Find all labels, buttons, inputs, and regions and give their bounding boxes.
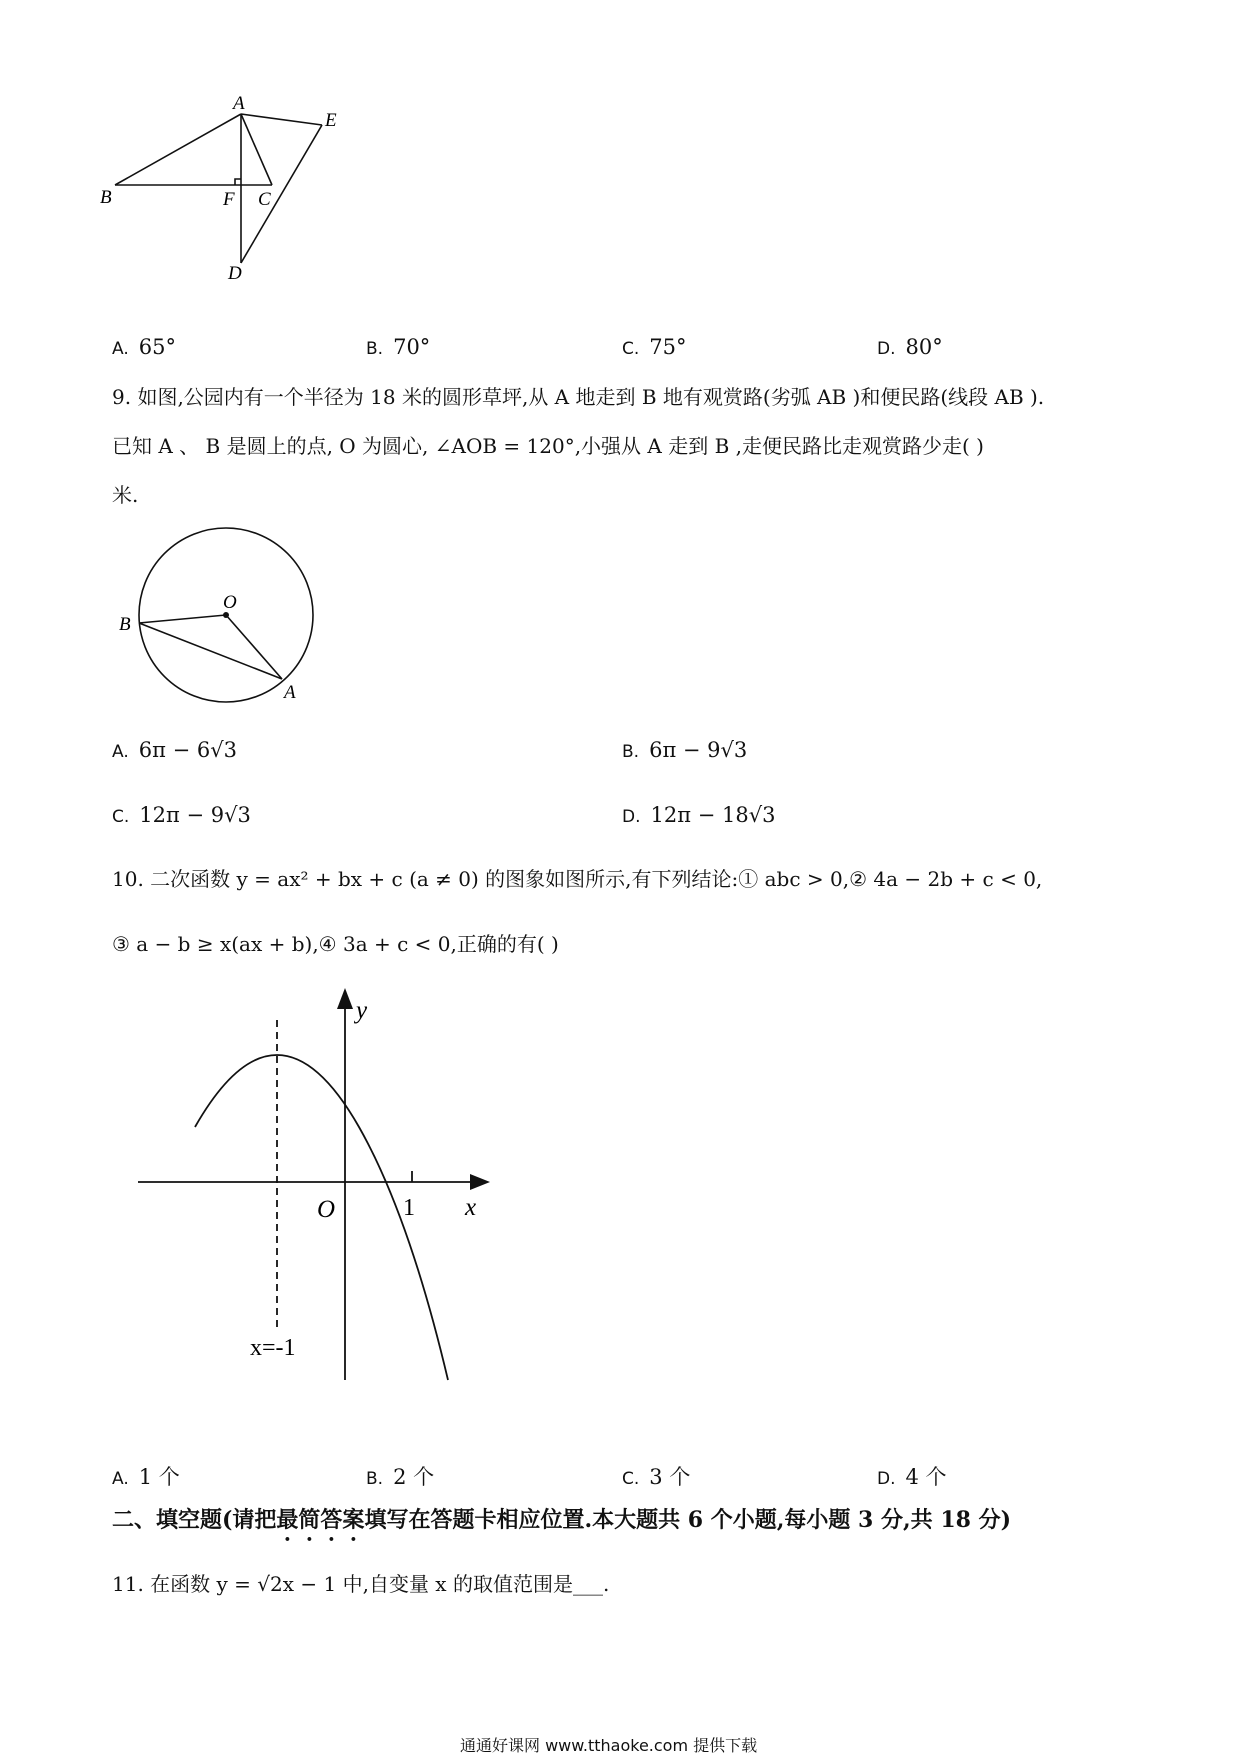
q8-option-b: B. 70° [366, 335, 431, 359]
section-2-heading: 二、填空题(请把最简答案填写在答题卡相应位置.本大题共 6 个小题,每小题 3 分,共 18 分) [112, 1507, 1012, 1533]
q8-label-e: E [325, 110, 337, 131]
q9-label-a: A [284, 682, 296, 703]
q8-option-d: D. 80° [877, 335, 943, 359]
q10-label-o: O [317, 1196, 336, 1223]
q10-option-a: A. 1 个 [112, 1465, 180, 1489]
q10-option-c: C. 3 个 [622, 1465, 691, 1489]
q10-question-line-2: ③ a − b ≥ x(ax + b),④ 3a + c < 0,正确的有( ) [112, 932, 559, 956]
q10-option-b: B. 2 个 [366, 1465, 435, 1489]
section-2-emphasis: 最简答案 [276, 1507, 365, 1533]
q9-option-d: D. 12π − 18√3 [622, 803, 776, 827]
q8-label-d: D [228, 263, 242, 284]
q8-label-c: C [258, 189, 271, 210]
q9-question-line-2: 已知 A 、 B 是圆上的点, O 为圆心, ∠AOB = 120°,小强从 A 走到 B ,走便民路比走观赏路少走( ) [112, 434, 984, 458]
q9-option-c: C. 12π − 9√3 [112, 803, 251, 827]
q9-circle-figure [110, 525, 325, 710]
q10-label-one: 1 [403, 1195, 415, 1221]
q8-label-f: F [223, 189, 235, 210]
q8-option-c: C. 75° [622, 335, 687, 359]
q10-question-line-1: 10. 二次函数 y = ax² + bx + c (a ≠ 0) 的图象如图所示,有下列结论:① abc > 0,② 4a − 2b + c < 0, [112, 867, 1043, 891]
q10-x-axis-arrow [470, 1174, 490, 1190]
q9-label-o: O [223, 592, 237, 613]
q8-label-a: A [233, 95, 245, 114]
q10-y-axis-arrow [337, 988, 353, 1009]
q9-label-b: B [119, 614, 131, 635]
q9-option-b: B. 6π − 9√3 [622, 738, 748, 762]
q8-triangle-figure [100, 95, 400, 320]
q8-label-b: B [100, 187, 112, 208]
q10-label-y: y [356, 997, 368, 1024]
q9-question-line-1: 9. 如图,公园内有一个半径为 18 米的圆形草坪,从 A 地走到 B 地有观赏路(劣弧 AB )和便民路(线段 AB ). [112, 385, 1045, 409]
q10-label-symmetry: x=-1 [250, 1335, 296, 1361]
q10-option-d: D. 4 个 [877, 1465, 947, 1489]
q9-option-a: A. 6π − 6√3 [112, 738, 237, 762]
q10-label-x: x [465, 1194, 477, 1221]
q8-option-a: A. 65° [112, 335, 176, 359]
q11-question: 11. 在函数 y = √2x − 1 中,自变量 x 的取值范围是___. [112, 1572, 610, 1596]
page-footer: 通通好课网 www.tthaoke.com 提供下载 [460, 1736, 758, 1755]
q10-parabola-figure [130, 985, 500, 1390]
q9-question-line-3: 米. [112, 483, 139, 507]
